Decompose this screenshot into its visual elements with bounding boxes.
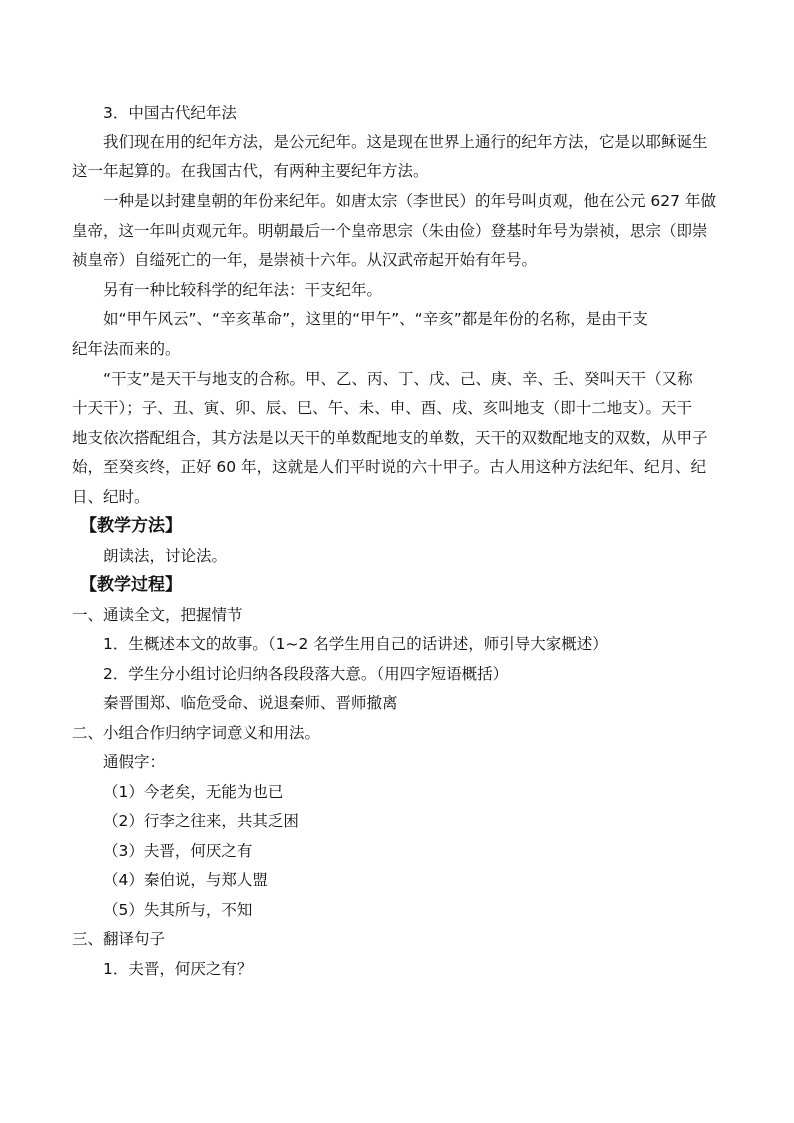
list-item: 秦晋围郑、临危受命、说退秦师、晋师撤离 bbox=[103, 694, 398, 712]
step-heading: 二、小组合作归纳字词意义和用法。 bbox=[72, 724, 321, 742]
paragraph-line: 始，至癸亥终，正好 60 年，这就是人们平时说的六十甲子。古人用这种方法纪年、纪月、纪 bbox=[72, 458, 707, 476]
paragraph-line: 另有一种比较科学的纪年法：干支纪年。 bbox=[103, 281, 383, 299]
paragraph-line: 纪年法而来的。 bbox=[72, 340, 181, 358]
paragraph-line: 祯皇帝）自缢死亡的一年，是崇祯十六年。从汉武帝起开始有年号。 bbox=[72, 251, 538, 269]
paragraph-line: 日、纪时。 bbox=[72, 488, 150, 506]
teaching-process-heading: 【教学过程】 bbox=[80, 575, 182, 595]
paragraph-line: 皇帝，这一年叫贞观元年。明朝最后一个皇帝思宗（朱由俭）登基时年号为崇祯，思宗（即崇 bbox=[72, 222, 708, 240]
teaching-method-text: 朗读法，讨论法。 bbox=[103, 547, 228, 565]
paragraph-line: 这一年起算的。在我国古代，有两种主要纪年方法。 bbox=[72, 162, 429, 180]
paragraph-line: 如“甲午风云”、“辛亥革命”，这里的“甲午”、“辛亥”都是年份的名称，是由干支 bbox=[103, 310, 648, 328]
list-item: （2）行李之往来，共其乏困 bbox=[103, 812, 299, 830]
paragraph-line: 十天干）；子、丑、寅、卯、辰、巳、午、未、申、酉、戌、亥叫地支（即十二地支）。天干 bbox=[72, 399, 693, 417]
paragraph-line: 一种是以封建皇朝的年份来纪年。如唐太宗（李世民）的年号叫贞观，他在公元 627 年做 bbox=[103, 192, 716, 210]
teaching-method-heading: 【教学方法】 bbox=[80, 516, 182, 536]
paragraph-line: 地支依次搭配组合，其方法是以天干的单数配地支的单数，天干的双数配地支的双数，从甲子 bbox=[72, 429, 708, 447]
step-heading: 三、翻译句子 bbox=[72, 930, 166, 948]
list-item: （3）夫晋，何厌之有 bbox=[103, 842, 253, 860]
step-heading: 一、通读全文，把握情节 bbox=[72, 606, 243, 624]
section-title: 3．中国古代纪年法 bbox=[103, 104, 237, 122]
paragraph-line: 我们现在用的纪年方法，是公元纪年。这是现在世界上通行的纪年方法，它是以耶稣诞生 bbox=[103, 133, 708, 151]
tongjia-label: 通假字： bbox=[103, 753, 166, 771]
list-item: 2．学生分小组讨论归纳各段段落大意。（用四字短语概括） bbox=[103, 665, 509, 683]
list-item: 1．生概述本文的故事。（1~2 名学生用自己的话讲述，师引导大家概述） bbox=[103, 635, 608, 653]
paragraph-line: “干支”是天干与地支的合称。甲、乙、丙、丁、戊、己、庚、辛、壬、癸叫天干（又称 bbox=[103, 370, 693, 388]
list-item: 1．夫晋，何厌之有？ bbox=[103, 960, 253, 978]
list-item: （5）失其所与，不知 bbox=[103, 901, 253, 919]
list-item: （1）今老矣，无能为也已 bbox=[103, 783, 284, 801]
list-item: （4）秦伯说，与郑人盟 bbox=[103, 871, 268, 889]
